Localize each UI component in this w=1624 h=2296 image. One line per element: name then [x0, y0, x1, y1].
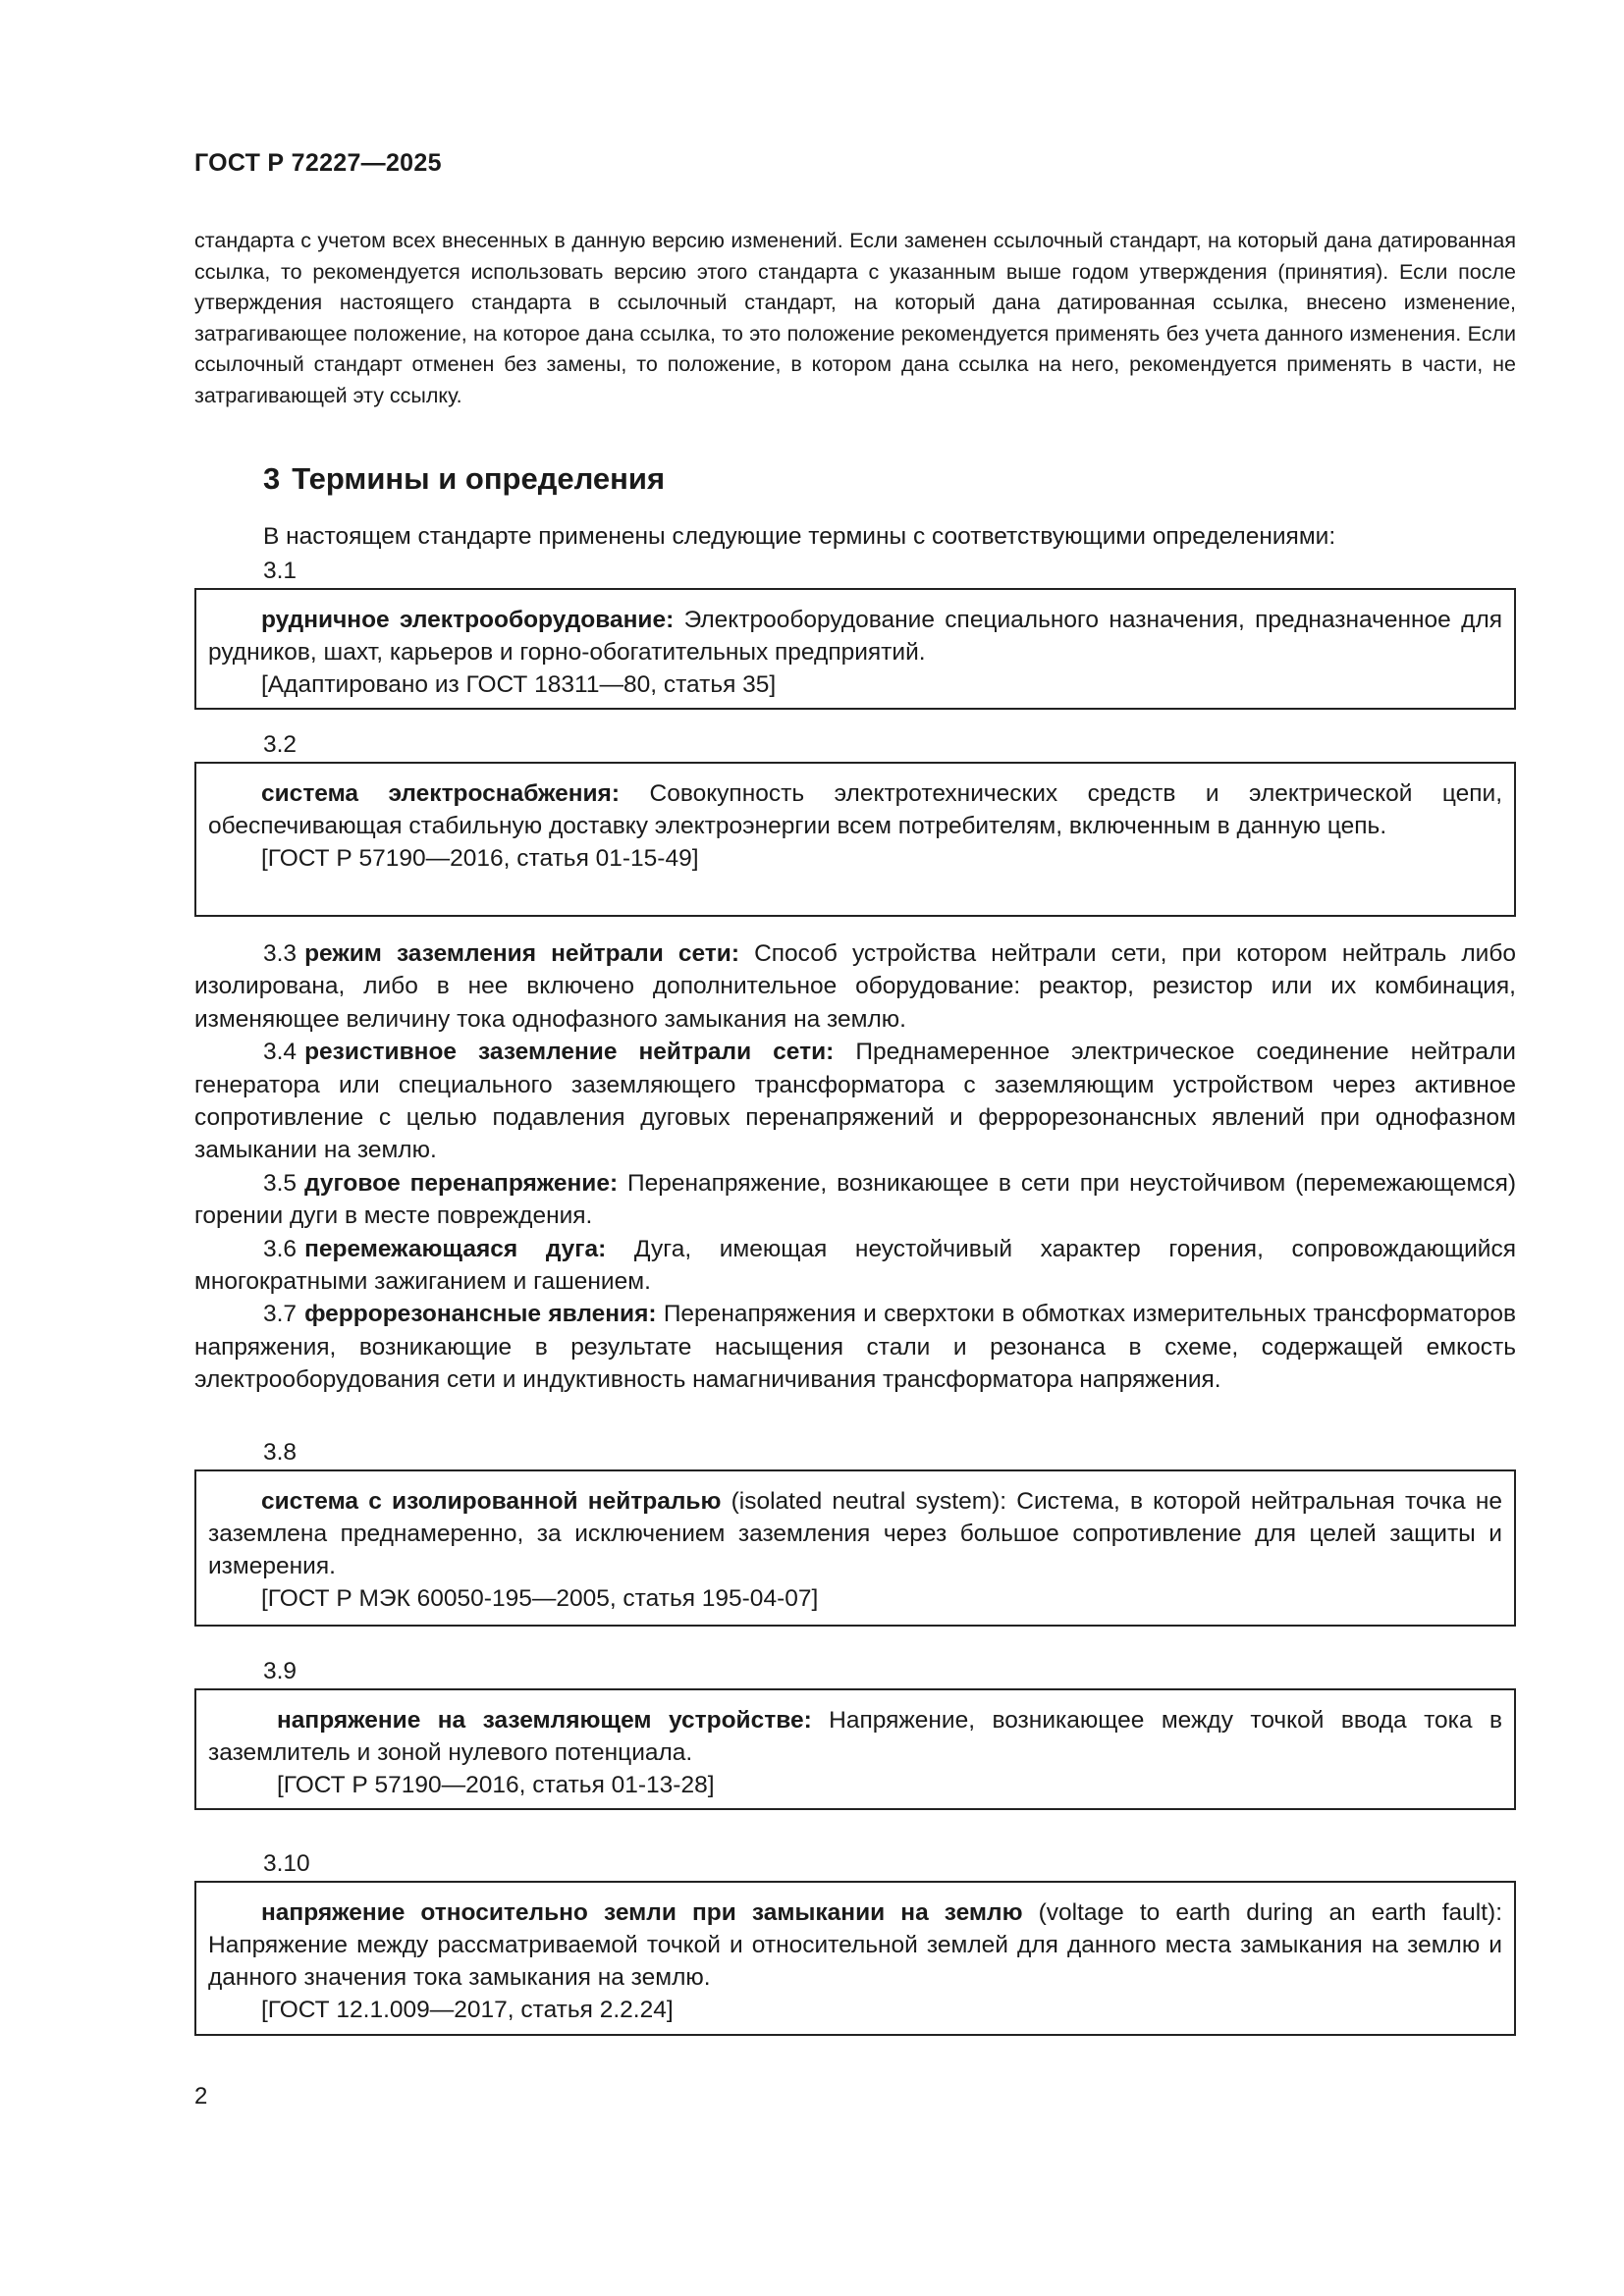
term-source: [ГОСТ Р 57190—2016, статья 01-13-28] — [277, 1772, 715, 1798]
term-box-3-9 — [194, 1688, 1516, 1810]
term-number: 3.4 — [263, 1039, 298, 1066]
term-box-3-1 — [194, 588, 1516, 710]
term-definition: Перенапряжения и сверхтоки в обмотках измерительных трансформаторов напряжения, возникающие в результате насыщения стали и резонанса в схеме, содержащей емкость электрооборудования сети и индуктивность намагничивания трансформатора напряжения. — [194, 1301, 1516, 1394]
inline-terms — [194, 937, 1516, 1397]
term-definition: Перенапряжение, возникающее в сети при неустойчивом (перемежающемся) горении дуги в месте повреждения. — [194, 1169, 1516, 1230]
term-name: система с изолированной нейтралью — [261, 1488, 722, 1515]
term-name: феррорезонансные явления: — [304, 1301, 657, 1328]
term-name: дуговое перенапряжение: — [304, 1169, 619, 1197]
term-name: напряжение на заземляющем устройстве: — [277, 1707, 812, 1734]
term-source: [ГОСТ 12.1.009—2017, статья 2.2.24] — [261, 1997, 674, 2023]
term-name: рудничное электрооборудование: — [261, 607, 675, 633]
term-name: резистивное заземление нейтрали сети: — [304, 1039, 835, 1066]
section-number: 3 — [263, 461, 281, 496]
term-definition: (isolated neutral system): Система, в которой нейтральная точка не заземлена преднамеренно, за исключением заземления через большое сопротивление для целей защиты и измерения. — [208, 1488, 1502, 1579]
term-source: [ГОСТ Р 57190—2016, статья 01-15-49] — [261, 845, 699, 872]
section-lead: В настоящем стандарте применены следующие термины с соответствующими определениями: — [263, 523, 1336, 550]
term-number-3-1: 3.1 — [263, 558, 298, 584]
term-3-3 — [194, 937, 1516, 1036]
term-3-5 — [194, 1167, 1516, 1233]
term-source: [ГОСТ Р МЭК 60050-195—2005, статья 195-04-07] — [261, 1585, 819, 1612]
term-definition: Дуга, имеющая неустойчивый характер горения, сопровождающийся многократными зажиганием и гашением. — [194, 1235, 1516, 1296]
term-number-3-2: 3.2 — [263, 731, 298, 758]
term-number-3-10: 3.10 — [263, 1850, 310, 1877]
term-text — [208, 1896, 1502, 1994]
page-number: 2 — [194, 2083, 208, 2109]
intro-text: стандарта с учетом всех внесенных в данную версию изменений. Если заменен ссылочный стандарт, на который дана датированная ссылка, то рекомендуется использовать версию этого стандарта с указанным выше годом утверждения (принятия). Если после утверждения настоящего стандарта в ссылочный стандарт, на который дана датированная ссылка, внесено изменение, затрагивающее положение, на которое дана ссылка, то это положение рекомендуется применять без учета данного изменения. Если ссылочный стандарт отменен без замены, то положение, в котором дана ссылка на него, рекомендуется применять в части, не затрагивающей эту ссылку. — [194, 229, 1516, 407]
term-text — [208, 1485, 1502, 1582]
term-box-3-10 — [194, 1881, 1516, 2036]
term-definition: (voltage to earth during an earth fault): Напряжение между рассматриваемой точкой и относительной землей для данного места замыкания на землю и данного значения тока замыкания на землю. — [208, 1899, 1502, 1991]
term-text — [208, 604, 1502, 668]
term-number: 3.5 — [263, 1169, 298, 1197]
term-number: 3.7 — [263, 1301, 298, 1328]
term-box-3-8 — [194, 1469, 1516, 1627]
intro-paragraph — [194, 226, 1516, 411]
term-name: напряжение относительно земли при замыкании на землю — [261, 1899, 1023, 1926]
term-definition: Способ устройства нейтрали сети, при котором нейтраль либо изолирована, либо в нее включено дополнительное оборудование: реактор, резистор или их комбинация, изменяющее величину тока однофазного замыкания на землю. — [194, 940, 1516, 1033]
term-number: 3.6 — [263, 1235, 298, 1262]
term-definition: Напряжение, возникающее между точкой ввода тока в заземлитель и зоной нулевого потенциала. — [208, 1707, 1502, 1766]
term-name: система электроснабжения: — [261, 780, 621, 807]
term-name: режим заземления нейтрали сети: — [304, 940, 740, 967]
term-number: 3.3 — [263, 940, 298, 967]
term-source: [Адаптировано из ГОСТ 18311—80, статья 35] — [261, 671, 777, 698]
section-title-text: Термины и определения — [292, 461, 666, 496]
term-number-3-9: 3.9 — [263, 1658, 298, 1684]
term-definition: Совокупность электротехнических средств и электрической цепи, обеспечивающая стабильную доставку электроэнергии всем потребителям, включенным в данную цепь. — [208, 780, 1502, 839]
term-3-7 — [194, 1298, 1516, 1396]
term-definition: Электрооборудование специального назначения, предназначенное для рудников, шахт, карьеров и горно-обогатительных предприятий. — [208, 607, 1503, 666]
term-name: перемежающаяся дуга: — [304, 1235, 607, 1262]
term-3-6 — [194, 1233, 1516, 1299]
term-text — [208, 777, 1502, 842]
term-text — [208, 1704, 1502, 1769]
term-definition: Преднамеренное электрическое соединение нейтрали генератора или специального заземляющего трансформатора с заземляющим устройством через активное сопротивление с целью подавления дуговых перенапряжений и феррорезонансных явлений при однофазном замыкании на землю. — [194, 1039, 1516, 1164]
term-3-4 — [194, 1036, 1516, 1167]
section-title — [263, 461, 665, 497]
term-number-3-8: 3.8 — [263, 1439, 298, 1466]
document-header: ГОСТ Р 72227—2025 — [194, 149, 442, 177]
term-box-3-2 — [194, 762, 1516, 917]
